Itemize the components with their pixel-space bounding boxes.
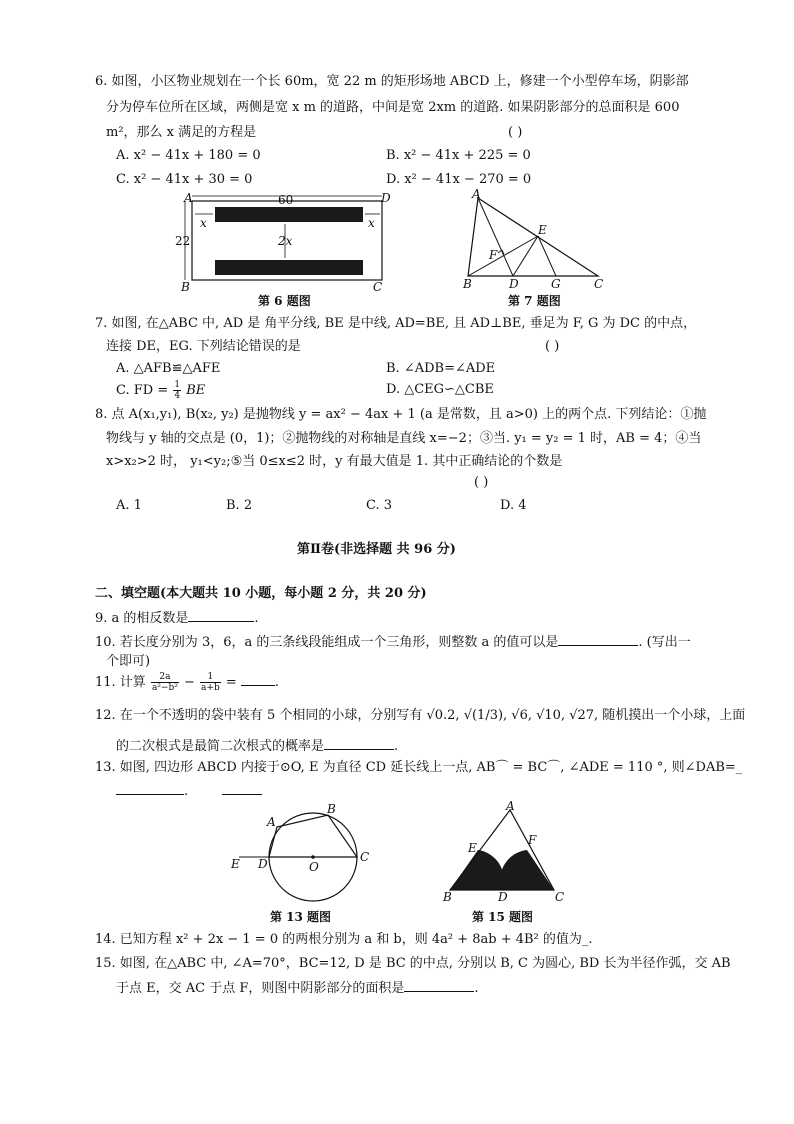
q6-line-3: m²，那么 x 满足的方程是 bbox=[106, 125, 257, 140]
fig7-label-f: F bbox=[489, 248, 498, 262]
q12-line-1: 12. 在一个不透明的袋中装有 5 个相同的小球，分别写有 √0.2, √(1/3), √6, √10, √27, 随机摸出一个小球，上面 bbox=[95, 708, 746, 723]
q15-line-1: 15. 如图, 在△ABC 中, ∠A=70°，BC=12, D 是 BC 的中点, 分别以 B, C 为圆心, BD 长为半径作弧，交 AB bbox=[95, 956, 731, 971]
fig7-label-g: G bbox=[551, 277, 561, 291]
fig13-label-d: D bbox=[258, 857, 268, 871]
q10-line-2: 个即可) bbox=[106, 654, 151, 669]
q8-option-b: B. 2 bbox=[226, 498, 253, 513]
fig6-parking-strip-bottom bbox=[215, 260, 363, 275]
fig13-label-c: C bbox=[360, 850, 370, 864]
fig13-label-e: E bbox=[231, 857, 240, 871]
q6-option-a: A. x² − 41x + 180 = 0 bbox=[116, 148, 261, 163]
fig6-label-a: A bbox=[184, 191, 193, 205]
section-2-title: 第Ⅱ卷(非选择题 共 96 分) bbox=[297, 542, 456, 557]
fill-in-heading: 二、填空题(本大题共 10 小题，每小题 2 分，共 20 分) bbox=[95, 586, 427, 601]
fig6-label-right-road: x bbox=[368, 216, 375, 230]
q15-line-2: 于点 E，交 AC 于点 F，则图中阴影部分的面积是 . bbox=[116, 978, 479, 998]
q15-answer-blank bbox=[404, 978, 474, 992]
fig15-label-c: C bbox=[555, 890, 565, 904]
q7-option-b: B. ∠ADB=∠ADE bbox=[386, 361, 496, 376]
q8-option-c: C. 3 bbox=[366, 498, 393, 513]
q6-option-d: D. x² − 41x − 270 = 0 bbox=[386, 172, 532, 187]
q9-text: 9. a 的相反数是 . bbox=[95, 608, 259, 628]
q9-answer-blank bbox=[188, 608, 254, 622]
figure-6-parking-lot bbox=[175, 188, 400, 293]
q6-option-c: C. x² − 41x + 30 = 0 bbox=[116, 172, 253, 187]
q7-answer-paren: ( ) bbox=[545, 339, 560, 354]
q6-answer-paren: ( ) bbox=[508, 125, 523, 140]
figure-6-caption: 第 6 题图 bbox=[258, 294, 311, 308]
q14-text: 14. 已知方程 x² + 2x − 1 = 0 的两根分别为 a 和 b，则 4a² + 8ab + 4B² 的值为_. bbox=[95, 932, 593, 947]
q8-line-2: 物线与 y 轴的交点是 (0，1)；②抛物线的对称轴是直线 x=−2；③当. y₁ = y₂ = 1 时，AB = 4；④当 bbox=[106, 431, 702, 446]
q8-option-d: D. 4 bbox=[500, 498, 527, 513]
q12-answer-blank bbox=[324, 736, 394, 750]
q7-option-a: A. △AFB≌△AFE bbox=[116, 361, 221, 376]
fig7-label-e: E bbox=[538, 223, 547, 237]
figure-15-triangle bbox=[442, 800, 572, 902]
fig7-label-c: C bbox=[594, 277, 604, 291]
q10-answer-blank bbox=[558, 632, 638, 646]
q13-line-1: 13. 如图, 四边形 ABCD 内接于⊙O, E 为直径 CD 延长线上一点, AB⌒ = BC⌒, ∠ADE = 110 °, 则∠DAB=_ bbox=[95, 760, 743, 775]
fig13-label-a: A bbox=[267, 815, 276, 829]
q8-line-3: x>x₂>2 时， y₁<y₂;⑤当 0≤x≤2 时，y 有最大值是 1. 其中正确结论的个数是 bbox=[106, 454, 563, 469]
fig6-parking-strip-top bbox=[215, 207, 363, 222]
fig6-label-c: C bbox=[373, 280, 383, 294]
q11-text: 11. 计算 $\frac{2a}{\text{a²−b²}}$ − $\frac{1}{a+b}$ = . bbox=[95, 672, 280, 693]
q7-option-c-fraction: $\frac{1}{4}$ bbox=[174, 380, 181, 401]
fig15-label-b: B bbox=[443, 890, 452, 904]
q11-answer-blank bbox=[241, 672, 275, 686]
q6-option-b: B. x² − 41x + 225 = 0 bbox=[386, 148, 531, 163]
fig6-label-left-road: x bbox=[200, 216, 207, 230]
figure-7-caption: 第 7 题图 bbox=[508, 294, 561, 308]
fig7-label-b: B bbox=[463, 277, 472, 291]
q6-line-1: 6. 如图，小区物业规划在一个长 60m，宽 22 m 的矩形场地 ABCD 上，修建一个小型停车场，阴影部 bbox=[95, 74, 689, 89]
q11-fraction-2: $\frac{1}{a+b}$ bbox=[201, 672, 220, 693]
q13-line-2: . bbox=[116, 781, 262, 801]
fig6-label-d: D bbox=[381, 191, 391, 205]
fig15-label-f: F bbox=[528, 833, 537, 847]
fig15-shaded-sector-b bbox=[450, 850, 504, 890]
fig13-label-b: B bbox=[327, 802, 336, 816]
figure-13-circle bbox=[225, 800, 385, 902]
fig15-label-e: E bbox=[468, 841, 477, 855]
q10-line-1: 10. 若长度分别为 3，6，a 的三条线段能组成一个三角形，则整数 a 的值可以是 . (写出一 bbox=[95, 632, 691, 652]
q7-line-2: 连接 DE，EG. 下列结论错误的是 bbox=[106, 339, 301, 354]
fig15-shaded-sector-c bbox=[500, 850, 554, 890]
figure-15-caption: 第 15 题图 bbox=[472, 910, 534, 924]
q13-answer-blank-2 bbox=[222, 781, 262, 795]
q13-answer-blank bbox=[116, 781, 184, 795]
q7-option-c: C. FD = $\frac{1}{4}$ BE bbox=[116, 380, 206, 401]
fig13-quadrilateral-abcd bbox=[269, 815, 357, 857]
q7-line-1: 7. 如图, 在△ABC 中, AD 是 角平分线, BE 是中线, AD=BE, 且 AD⊥BE, 垂足为 F, G 为 DC 的中点， bbox=[95, 316, 697, 331]
fig13-label-o: O bbox=[309, 860, 319, 874]
fig15-label-d: D bbox=[498, 890, 508, 904]
figure-13-caption: 第 13 题图 bbox=[270, 910, 332, 924]
q8-option-a: A. 1 bbox=[116, 498, 142, 513]
q8-line-1: 8. 点 A(x₁,y₁), B(x₂, y₂) 是抛物线 y = ax² − 4ax + 1 (a 是常数，且 a>0) 上的两个点. 下列结论：①抛 bbox=[95, 407, 707, 422]
fig15-label-a: A bbox=[506, 799, 515, 813]
fig7-label-d: D bbox=[509, 277, 519, 291]
fig6-label-gap: 2x bbox=[278, 234, 293, 248]
q6-line-2: 分为停车位所在区域，两侧是宽 x m 的道路，中间是宽 2xm 的道路. 如果阴影部分的总面积是 600 bbox=[106, 100, 680, 115]
fig7-label-a: A bbox=[472, 187, 481, 201]
figure-7-triangle bbox=[460, 188, 610, 293]
q8-answer-paren: ( ) bbox=[474, 475, 489, 490]
q7-option-d: D. △CEG∽△CBE bbox=[386, 382, 494, 397]
fig6-label-b: B bbox=[181, 280, 190, 294]
q12-line-2: 的二次根式是最简二次根式的概率是 . bbox=[116, 736, 398, 756]
fig6-label-width: 22 bbox=[175, 234, 191, 248]
q11-fraction-1: $\frac{2a}{\text{a²−b²}}$ bbox=[151, 672, 178, 693]
fig6-label-length: 60 bbox=[278, 193, 294, 207]
